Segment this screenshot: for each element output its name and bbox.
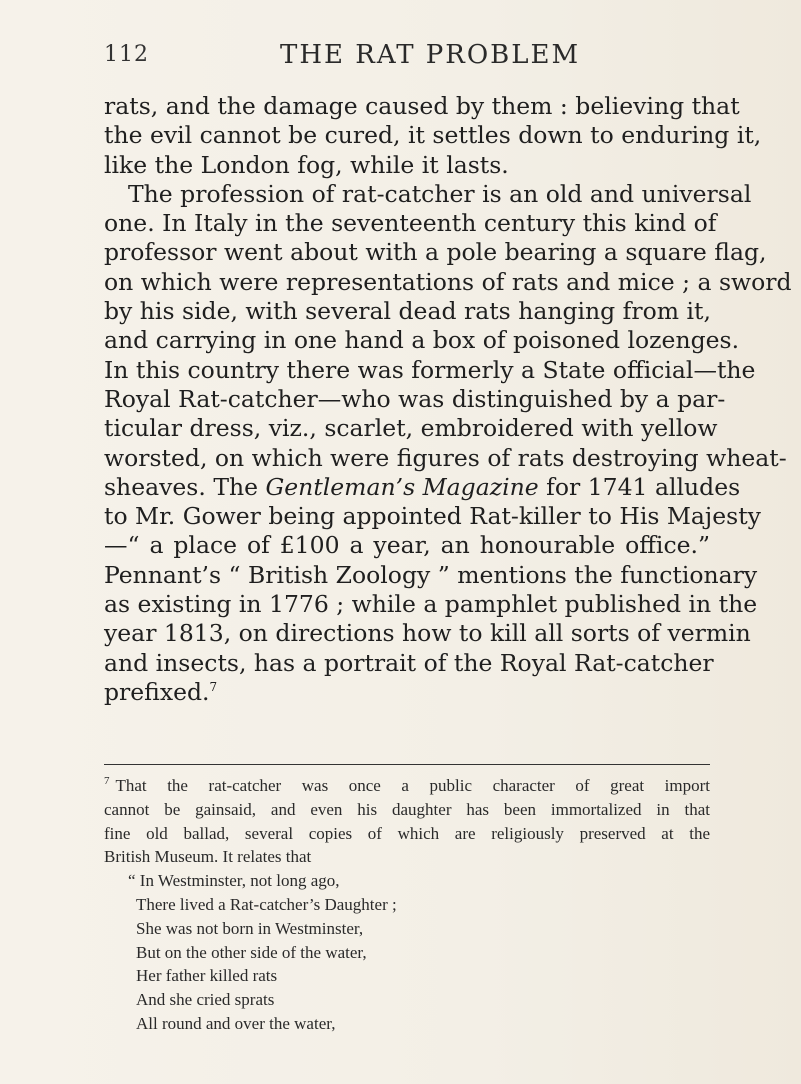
body-line-post: for 1741 alludes bbox=[538, 472, 741, 501]
verse-line: Her father killed rats bbox=[136, 966, 278, 986]
magazine-title: Gentleman’s Magazine bbox=[265, 472, 539, 501]
body-text bbox=[104, 92, 792, 707]
body-line: like the London fog, while it lasts. bbox=[104, 150, 509, 179]
footnote-reference[interactable]: 7 bbox=[209, 680, 218, 695]
footnote-line: cannot be gainsaid, and even his daughter has been immortalized in that bbox=[104, 799, 710, 819]
verse-line: She was not born in Westminster, bbox=[136, 918, 364, 938]
verse-line: There lived a Rat-catcher’s Daughter ; bbox=[136, 894, 397, 914]
body-line: ticular dress, viz., scarlet, embroidered with yellow bbox=[104, 414, 718, 443]
footnote bbox=[104, 774, 710, 1036]
footnote-number: 7 bbox=[104, 775, 110, 788]
body-line: year 1813, on directions how to kill all sorts of vermin bbox=[104, 619, 751, 648]
footnote-line bbox=[104, 774, 710, 798]
body-line: as existing in 1776 ; while a pamphlet published in the bbox=[104, 590, 758, 619]
body-line-start: sheaves. bbox=[104, 472, 206, 501]
body-line-start: —“ a place of bbox=[104, 531, 280, 560]
body-line: worsted, on which were figures of rats destroying wheat- bbox=[104, 443, 787, 472]
footnote-line: British Museum. It relates that bbox=[104, 847, 312, 867]
body-line: one. In Italy in the seventeenth century this kind of bbox=[104, 209, 717, 238]
body-line-pre: The bbox=[213, 472, 266, 501]
amount: £100 bbox=[279, 531, 340, 560]
body-line: Pennant’s “ British Zoology ” mentions the functionary bbox=[104, 560, 758, 589]
body-line: The profession of rat-catcher is an old and universal bbox=[128, 179, 752, 208]
body-line: professor went about with a pole bearing a square flag, bbox=[104, 238, 767, 267]
footnote-text: That the rat-catcher was once a public character of great import bbox=[115, 776, 710, 795]
body-line: Royal Rat-catcher—who was distinguished by a par- bbox=[104, 384, 726, 413]
body-line: and carrying in one hand a box of poisoned lozenges. bbox=[104, 326, 740, 355]
footnote-line: fine old ballad, several copies of which are religiously preserved at the bbox=[104, 823, 710, 843]
page-number: 112 bbox=[104, 42, 149, 67]
page-header bbox=[104, 28, 704, 68]
body-line-post: a year, an honourable office.” bbox=[339, 531, 710, 560]
verse-line: But on the other side of the water, bbox=[136, 942, 367, 962]
body-line: rats, and the damage caused by them : believing that bbox=[104, 92, 740, 120]
running-head: THE RAT PROBLEM bbox=[280, 40, 581, 70]
body-line: to Mr. Gower being appointed Rat-killer to His Majesty bbox=[104, 502, 761, 531]
footnote-divider bbox=[104, 764, 710, 765]
verse-line: “ In Westminster, not long ago, bbox=[128, 871, 340, 891]
verse-line: And she cried sprats bbox=[136, 990, 275, 1010]
body-line: In this country there was formerly a State official—the bbox=[104, 355, 756, 384]
verse-line: All round and over the water, bbox=[136, 1013, 336, 1033]
body-line: the evil cannot be cured, it settles down to enduring it, bbox=[104, 121, 762, 150]
body-line: on which were representations of rats and mice ; a sword bbox=[104, 267, 792, 296]
body-line-magazine bbox=[104, 472, 741, 502]
body-line: by his side, with several dead rats hanging from it, bbox=[104, 297, 711, 326]
body-line-text: prefixed. bbox=[104, 677, 210, 706]
body-line-final bbox=[104, 678, 710, 707]
body-line-quote bbox=[104, 531, 710, 560]
body-line: and insects, has a portrait of the Royal Rat-catcher bbox=[104, 648, 714, 677]
